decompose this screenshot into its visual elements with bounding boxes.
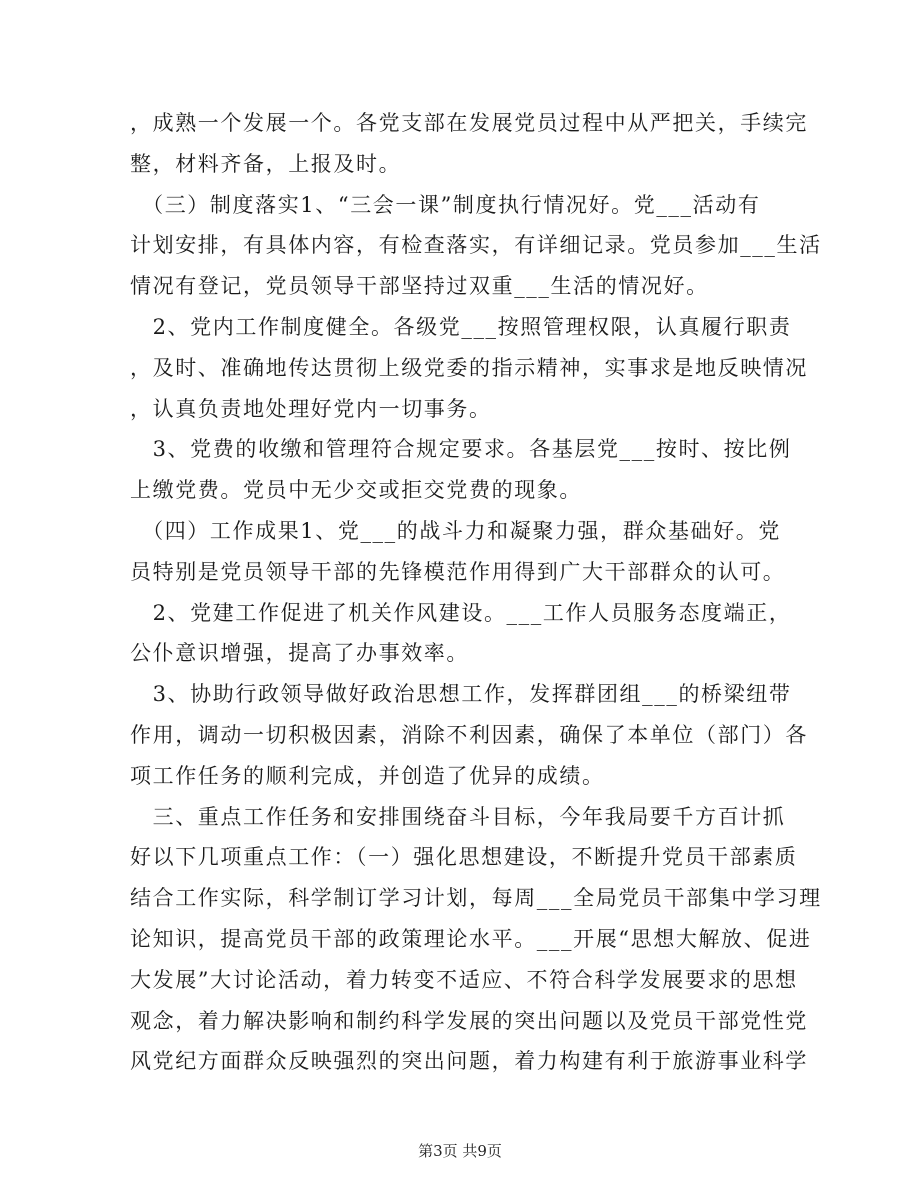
paragraph — [130, 185, 822, 307]
page-footer: 第3页 共9页 — [418, 1142, 502, 1160]
paragraph — [130, 429, 792, 511]
text-line: 观念，着力解决影响和制约科学发展的突出问题以及党员干部党性党 — [130, 1008, 808, 1033]
text-line: （四）工作成果1、党___的战斗力和凝聚力强，群众基础好。党 — [130, 518, 781, 543]
text-line: 项工作任务的顺利完成，并创造了优异的成绩。 — [130, 763, 605, 788]
paragraph — [130, 307, 808, 429]
text-line: ，认真负责地处理好党内一切事务。 — [130, 396, 492, 421]
text-line: 作用，调动一切积极因素，消除不利因素，确保了本单位（部门）各 — [130, 722, 808, 747]
text-line: 整，材料齐备，上报及时。 — [130, 151, 402, 176]
paragraph — [130, 593, 792, 675]
text-line: ，及时、准确地传达贯彻上级党委的指示精神，实事求是地反映情况 — [130, 355, 808, 380]
paragraph — [130, 797, 822, 1083]
text-line: 结合工作实际，科学制订学习计划，每周___全局党员干部集中学习理 — [130, 886, 822, 911]
text-line: 上缴党费。党员中无少交或拒交党费的现象。 — [130, 478, 582, 503]
text-line: （三）制度落实1、“三会一课”制度执行情况好。党___活动有 — [130, 192, 761, 217]
text-line: 2、党内工作制度健全。各级党___按照管理权限，认真履行职责 — [130, 314, 792, 339]
text-line: 情况有登记，党员领导干部坚持过双重___生活的情况好。 — [130, 274, 709, 299]
paragraph — [130, 511, 786, 593]
text-line: ，成熟一个发展一个。各党支部在发展党员过程中从严把关，手续完 — [130, 111, 808, 135]
text-line: 风党纪方面群众反映强烈的突出问题，着力构建有利于旅游事业科学 — [130, 1049, 808, 1074]
text-line: 公仆意识增强，提高了办事效率。 — [130, 641, 469, 666]
text-line: 2、党建工作促进了机关作风建设。___工作人员服务态度端正， — [130, 600, 792, 625]
paragraph — [130, 674, 808, 796]
text-line: 3、协助行政领导做好政治思想工作，发挥群团组___的桥梁纽带 — [130, 682, 792, 707]
text-line: 好以下几项重点工作：（一）强化思想建设，不断提升党员干部素质 — [130, 845, 798, 870]
text-line: 论知识，提高党员干部的政策理论水平。___开展“思想大解放、促进 — [130, 926, 812, 951]
document-body — [130, 103, 822, 1082]
text-line: 计划安排，有具体内容，有检查落实，有详细记录。党员参加___生活 — [130, 233, 822, 258]
text-line: 大发展”大讨论活动，着力转变不适应、不符合科学发展要求的思想 — [130, 967, 798, 992]
text-line: 员特别是党员领导干部的先锋模范作用得到广大干部群众的认可。 — [130, 559, 786, 584]
text-line: 三、重点工作任务和安排围绕奋斗目标，今年我局要千方百计抓 — [130, 804, 786, 829]
text-line: 3、党费的收缴和管理符合规定要求。各基层党___按时、按比例 — [130, 437, 792, 462]
paragraph — [130, 103, 808, 185]
